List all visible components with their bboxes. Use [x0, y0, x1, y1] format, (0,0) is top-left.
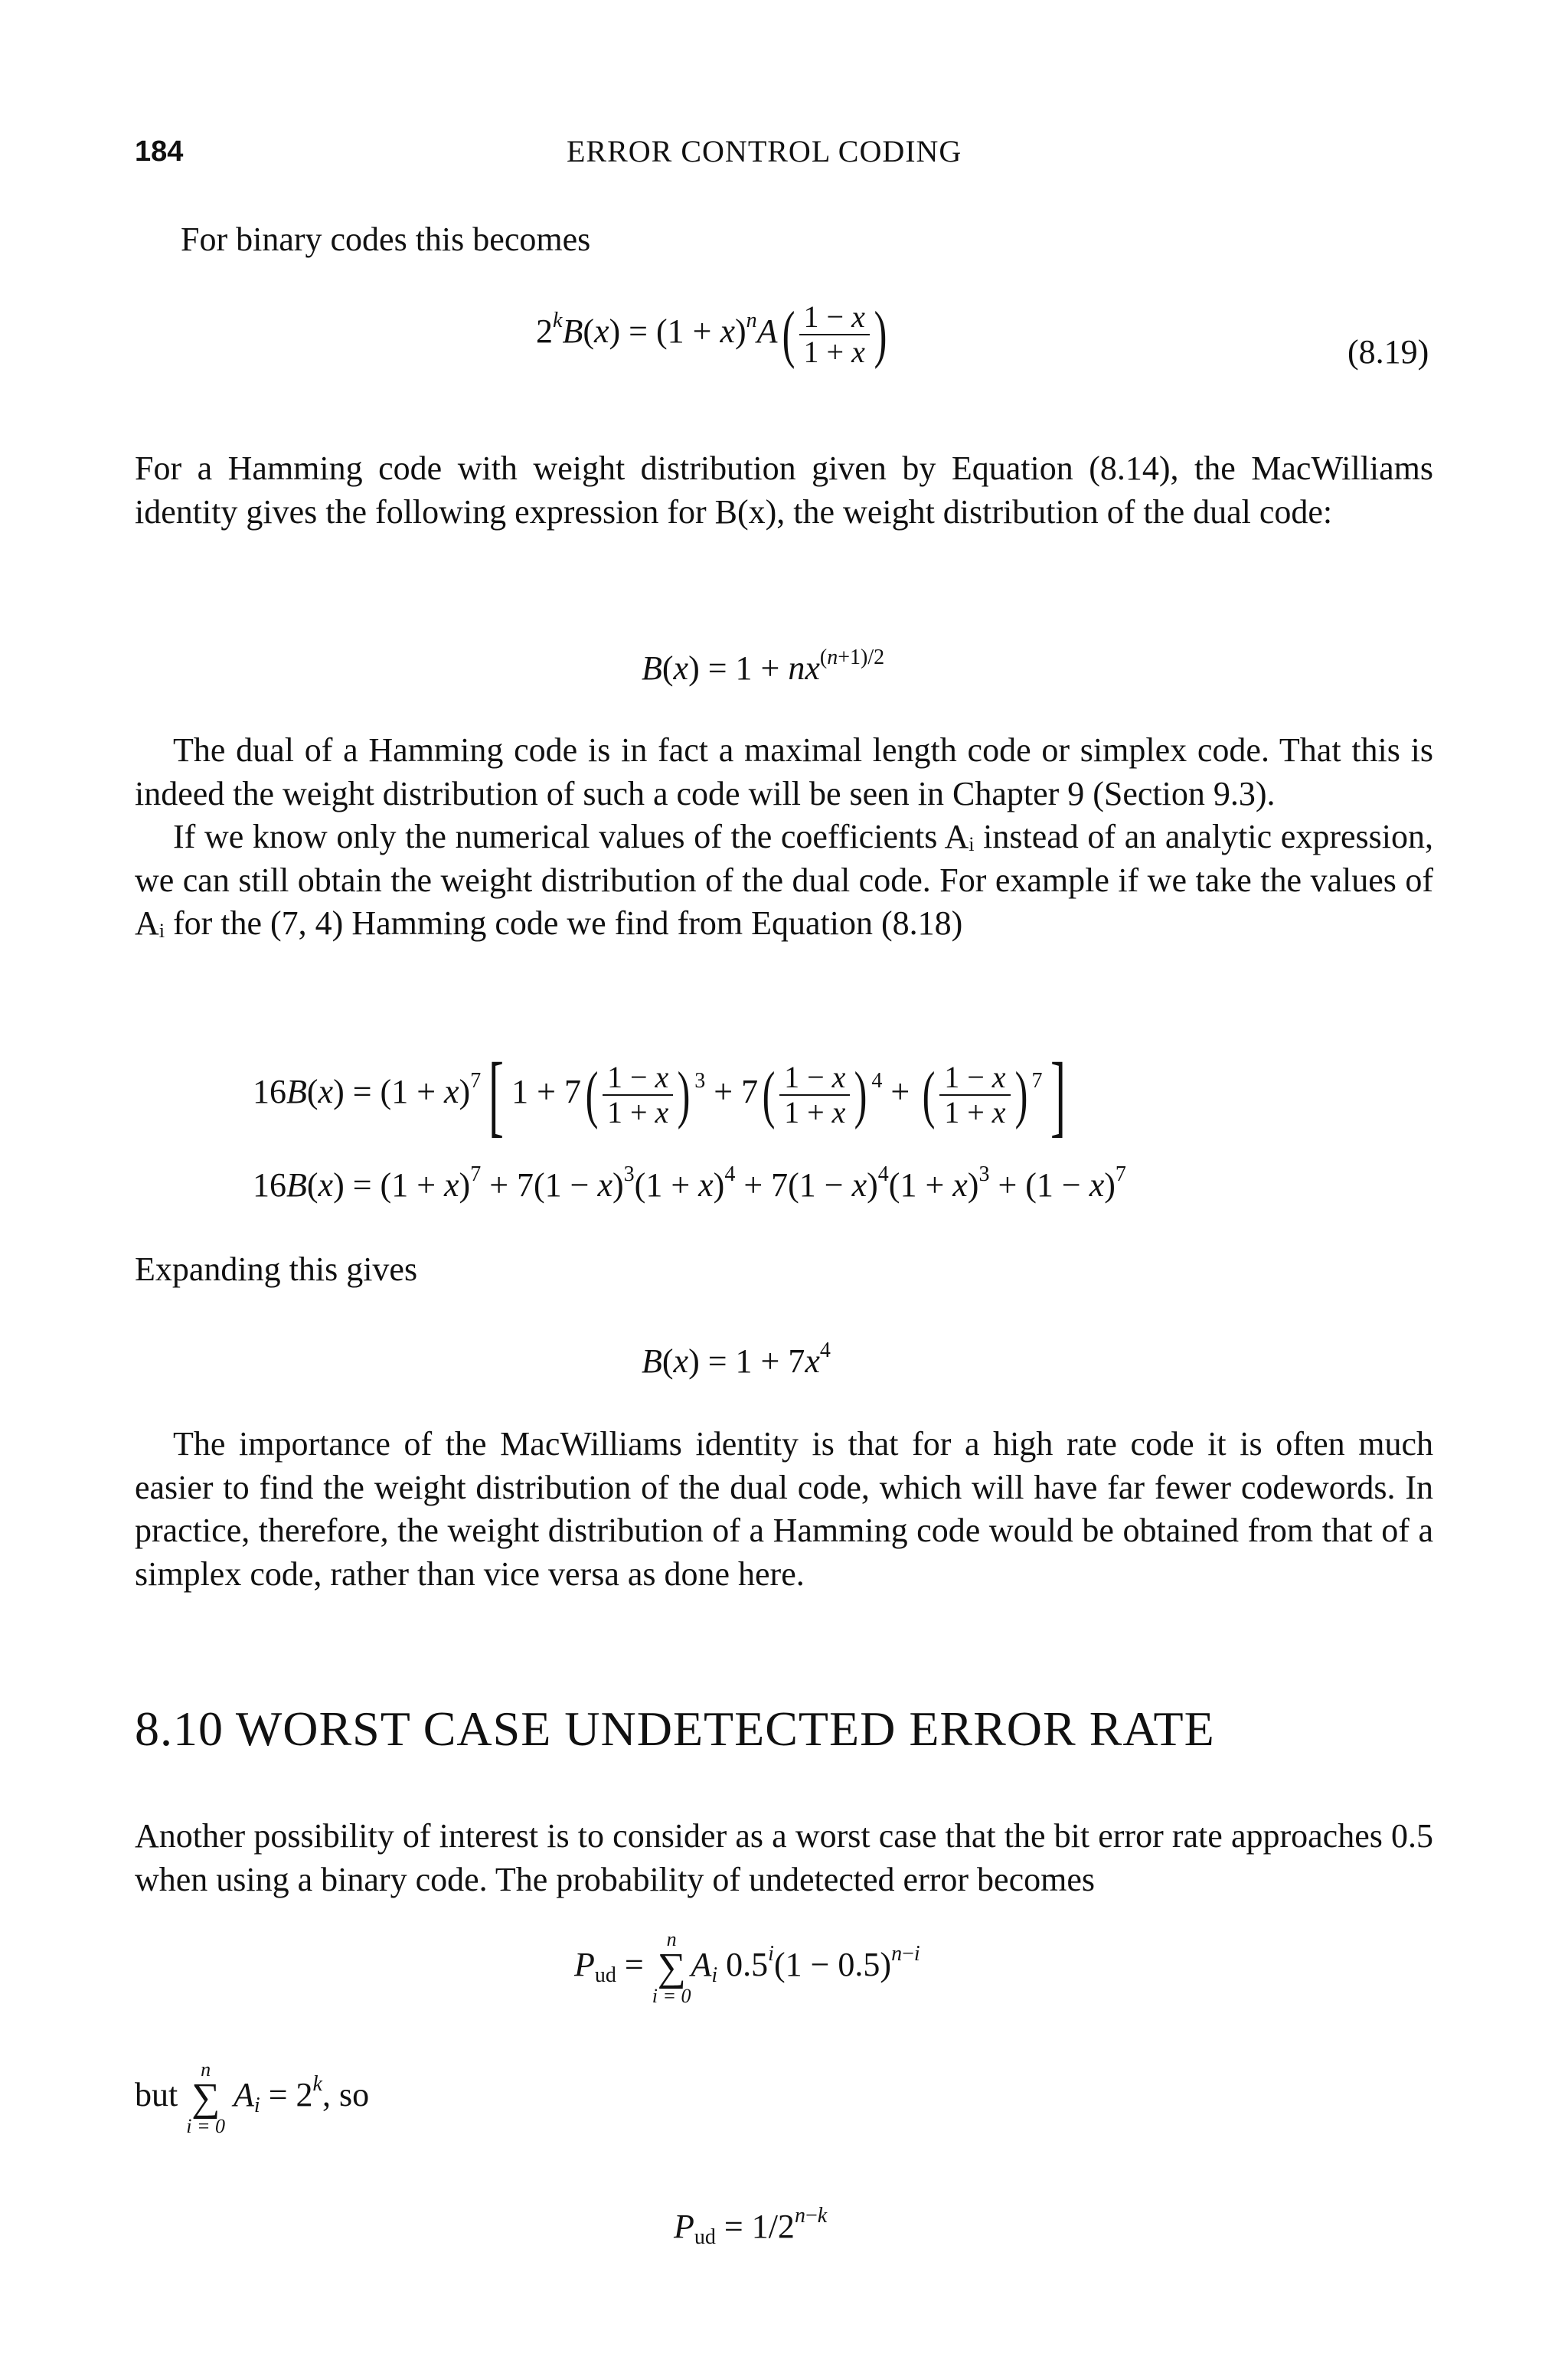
expanding-text: Expanding this gives [135, 1250, 418, 1288]
page-number: 184 [135, 136, 184, 168]
paragraph-dual-code: The dual of a Hamming code is in fact a maximal length code or simplex code. That this is indeed the weight distribution of such a code will be seen in Chapter 9 (Section 9.3). If we know only the numerical values of the coefficients Aᵢ instead of an analytic expression, we can still obtain the weight distribution of the dual code. For example if we take the values of Aᵢ for the (7, 4) Hamming code we find from Equation (8.18) [135, 731, 1433, 942]
intro-text: For binary codes this becomes [181, 221, 591, 258]
equation-label-8-19: (8.19) [1348, 333, 1429, 371]
equation-dual-weight: $B(x) = 1 + nx^{(n+1)/2}$ [642, 646, 885, 687]
paragraph-importance: The importance of the MacWilliams identity is that for a high rate code it is often much easier to find the weight distribution of the dual code, which will have far fewer codewords. In practice, therefore, the weight distribution of a Hamming code would be obtained from that of a simplex code, rather than vice versa as done here. [135, 1425, 1433, 1593]
equation-8-19: $2^kB(x) = (1 + x)^nA$( $\frac{1 - x}{1 + x}$ ) [536, 299, 887, 370]
equation-sum-condition: but n ∑ i = 0 $A_i = 2^k$, so [135, 2058, 370, 2137]
equation-pud-sum: $P_{ud}$ = n ∑ i = 0 $A_i$ $0.5^i(1 - 0.5)^{n-i}$ [574, 1928, 920, 2007]
so-word: , so [322, 2076, 370, 2114]
equation-16b-expanded: $16B(x) = (1 + x)^7 + 7(1 - x)^3(1 + x)^4 + 7(1 - x)^4(1 + x)^3 + (1 - x)^7$ [253, 1162, 1126, 1204]
equation-result: $B(x) = 1 + 7x^4$ [642, 1339, 831, 1380]
paragraph-worst-case: Another possibility of interest is to consider as a worst case that the bit error rate approaches 0.5 when using a binary code. The probability of undetected error becomes [135, 1817, 1433, 1898]
section-heading: 8.10 WORST CASE UNDETECTED ERROR RATE [135, 1701, 1215, 1756]
but-word: but [135, 2076, 178, 2114]
equation-pud-result: $P_{ud} = 1/2^{n-k}$ [674, 2204, 828, 2249]
paragraph-hamming: For a Hamming code with weight distribution given by Equation (8.14), the MacWilliams identity gives the following expression for B(x), the weight distribution of the dual code: [135, 449, 1433, 531]
equation-16b-bracket: $16B(x) = (1 + x)^7$[ 1 + 7( $\frac{1 - x}{1 + x}$ ) $^3$ + 7( $\frac{1 - x}{1 + x}$ ) $^4$ + ( $\frac{1 - x}{1 + x}$ ) $^7$] [253, 1044, 1066, 1146]
running-title: ERROR CONTROL CODING [567, 134, 962, 168]
